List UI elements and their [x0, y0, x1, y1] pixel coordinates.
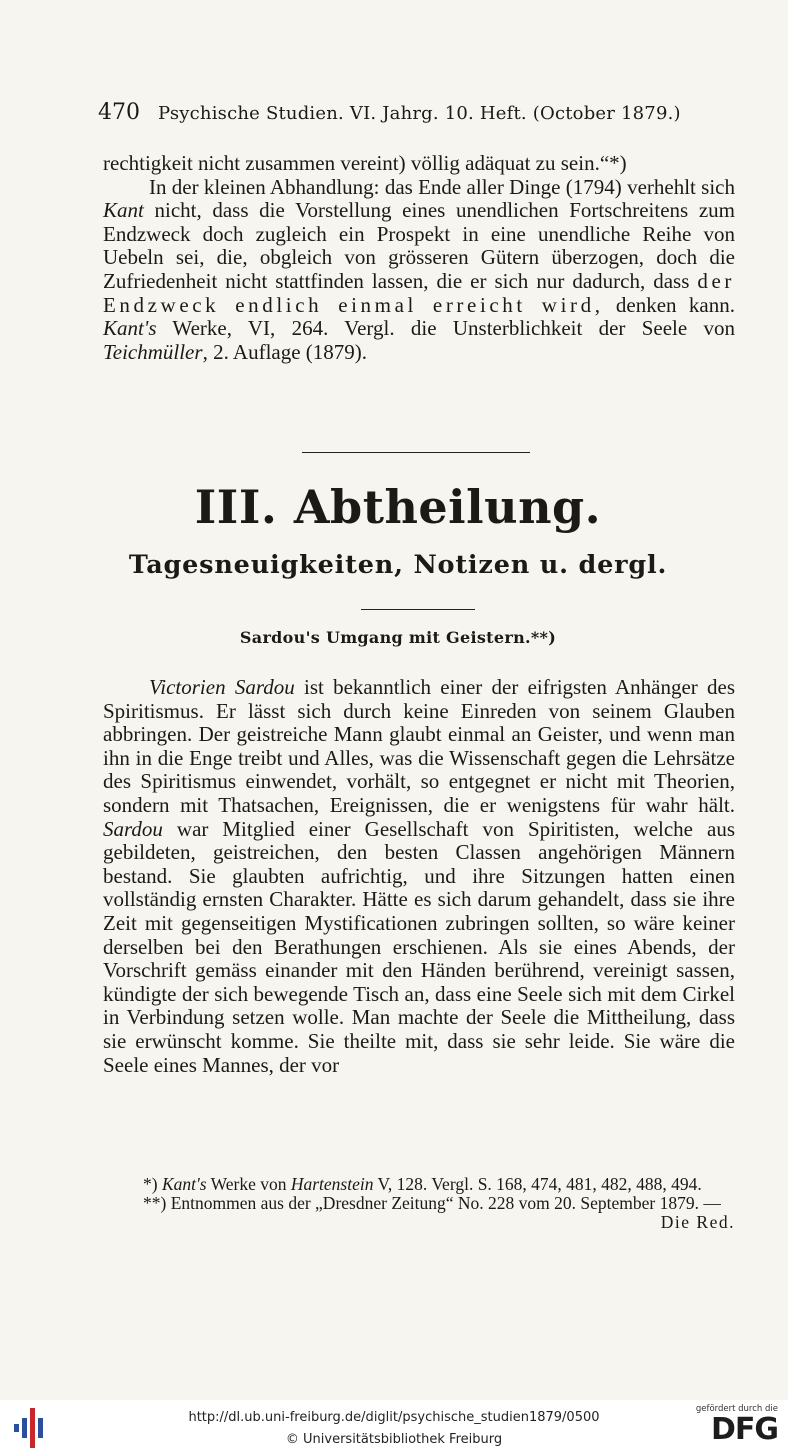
spaced-emphasis: der Endzweck endlich einmal erreicht wird,: [103, 268, 735, 317]
article-title: Sardou's Umgang mit Geistern.**): [239, 628, 557, 647]
article-paragraph: [103, 676, 735, 1077]
dfg-logo-text: DFG: [710, 1412, 778, 1447]
editorial-signature: Die Red.: [660, 1212, 735, 1232]
dfg-logo: [694, 1404, 778, 1452]
author-name-kants: Kant's: [103, 316, 157, 341]
text-run: , 2. Auflage (1879).: [202, 339, 368, 364]
text-run: **) Entnommen aus der „Dresdner Zeitung“ No. 228 vom 20. September 1879. —: [143, 1193, 721, 1213]
text-run: ist bekanntlich einer der eifrigsten Anhänger des Spiritismus. Er lässt sich durch keine Einreden von seinem Glauben abbringen. Der geistreiche Mann glaubt einmal an Geister, und wenn man ihn in die Enge treibt und Alles, was die Wissenschaft gegen die Lehrsätze des Spiritismus einwendet, vorhält, so entgegnet er nicht mit Theorien, sondern mit Thatsachen, Ereignissen, die er wenigstens für wahr hält.: [103, 675, 735, 817]
text-run: denken kann.: [603, 292, 735, 317]
footer-bar: [0, 1400, 788, 1454]
footnote-mark: *): [143, 1174, 162, 1194]
source-url-link[interactable]: http://dl.ub.uni-freiburg.de/diglit/psychische_studien1879/0500: [188, 1410, 600, 1425]
author-name-kants: Kant's: [161, 1174, 207, 1194]
author-name-hartenstein: Hartenstein: [290, 1174, 374, 1194]
author-name-teichmueller: Teichmüller: [103, 339, 203, 364]
text-run: V, 128. Vergl. S. 168, 474, 481, 482, 488, 494.: [373, 1174, 702, 1194]
footnotes: [103, 1175, 735, 1232]
footnote-1: [103, 1175, 735, 1194]
author-name-kant: Kant: [103, 198, 144, 223]
copyright-notice: © Universitätsbibliothek Freiburg: [285, 1432, 503, 1447]
article-body: [103, 676, 735, 1077]
short-separator-rule: [361, 609, 475, 610]
section-subtitle: Tagesneuigkeiten, Notizen u. dergl.: [128, 550, 668, 580]
person-name-victorien-sardou: Victorien Sardou: [149, 675, 295, 699]
kant-paragraph: [103, 176, 735, 365]
person-name-sardou: Sardou: [103, 816, 163, 841]
section-title: III. Abtheilung.: [194, 480, 602, 534]
continuation-text: [103, 152, 735, 364]
running-header: [98, 100, 698, 125]
separator-rule: [302, 452, 530, 453]
text-run: war Mitglied einer Gesellschaft von Spiritisten, welche aus gebildeten, geistreichen, den besten Classen angehörigen Männern bestand. Sie glaubten aufrichtig, und ihre Sitzungen hatten einen vollständig ernsten Charakter. Hätte es sich darum gehandelt, dass sie ihre Zeit mit gegenseitigen Mystificationen zubringen sollten, so wäre keiner derselben bei den Berathungen erschienen. Als sie eines Abends, der Vorschrift gemäss einander mit den Händen berührend, vereinigt sassen, kündigte der sich bewegende Tisch an, dass eine Seele sich mit dem Cirkel in Verbindung setzen wolle. Man machte der Seele die Mittheilung, dass sie erwünscht komme. Sie theilte mit, dass sie sehr leide. Sie wäre die Seele eines Mannes, der vor: [103, 816, 735, 1077]
text-run: Werke von: [206, 1174, 291, 1194]
text-run: nicht, dass die Vorstellung eines unendlichen Fortschreitens zum Endzweck doch zugleich ein Prospekt in eine unendliche Reihe von Uebeln sei, die, obgleich von grösseren Gütern überzogen, doch die Zufriedenheit nicht stattfinden lassen, die er sich nur dadurch, dass: [103, 198, 735, 293]
dfg-funding-caption: gefördert durch die: [695, 1404, 778, 1414]
footnote-2: [103, 1193, 735, 1232]
text-run: Werke, VI, 264. Vergl. die Unsterblichkeit der Seele von: [156, 316, 735, 341]
continuation-line: rechtigkeit nicht zusammen vereint) völlig adäquat zu sein.“*): [103, 151, 627, 175]
running-title: Psychische Studien. VI. Jahrg. 10. Heft. (October 1879.): [158, 103, 681, 124]
text-run: In der kleinen Abhandlung: das Ende aller Dinge (1794) verhehlt sich: [149, 174, 735, 199]
page-number: 470: [98, 100, 140, 125]
